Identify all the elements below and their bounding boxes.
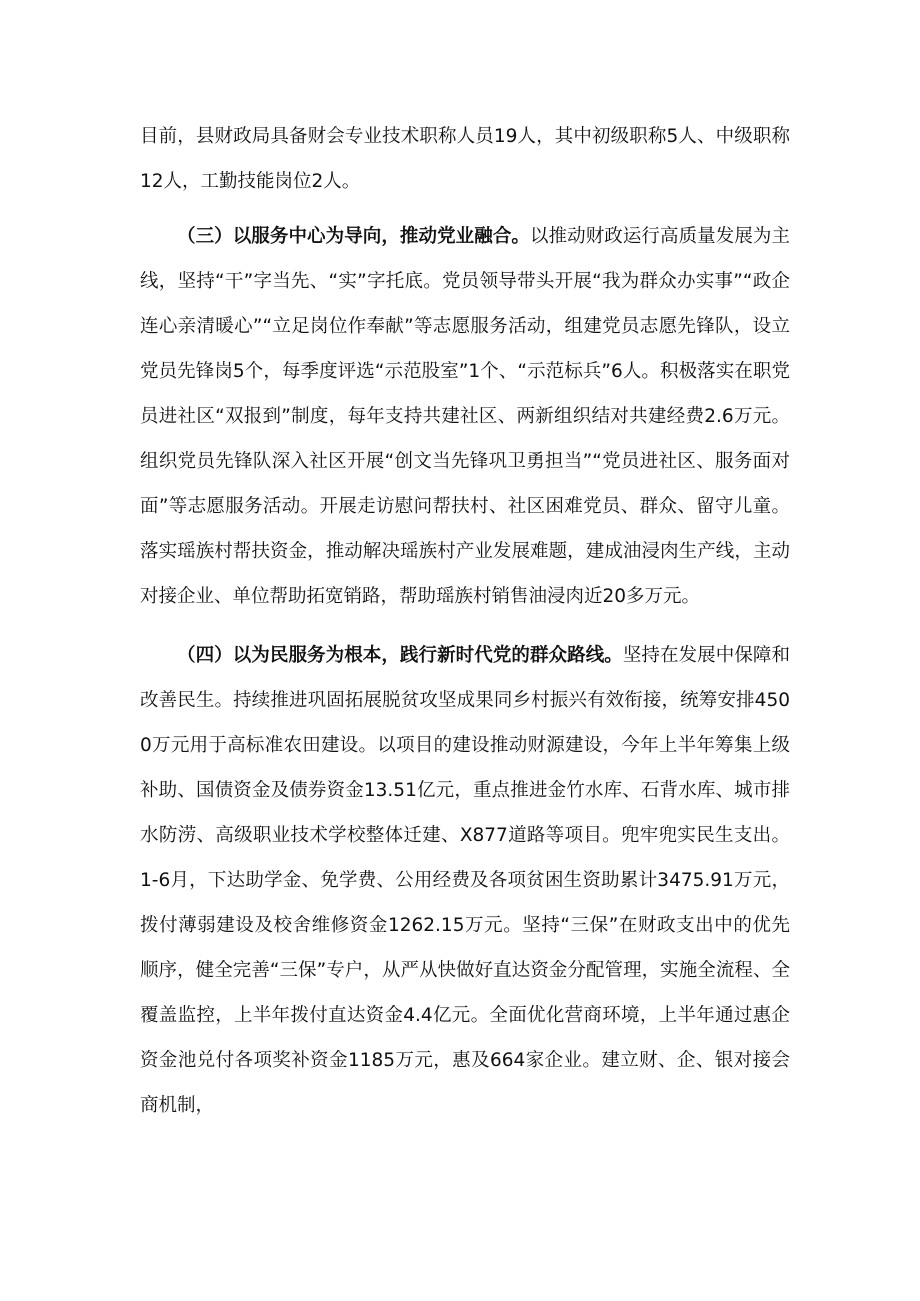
paragraph-staff-titles <box>140 114 790 204</box>
section-heading: （三）以服务中心为导向，推动党业融合。 <box>177 226 530 247</box>
document-body <box>140 114 790 1128</box>
paragraph-section-four <box>140 633 790 1128</box>
paragraph-text: 坚持在发展中保障和改善民生。持续推进巩固拓展脱贫攻坚成果同乡村振兴有效衔接，统筹安排4500万元用于高标准农田建设。以项目的建设推动财源建设，今年上半年筹集上级补助、国债资金及债券资金13.51亿元，重点推进金竹水库、石背水库、城市排水防涝、高级职业技术学校整体迁建、X877道路等项目。兜牢兜实民生支出。1-6月，下达助学金、免学费、公用经费及各项贫困生资助累计3475.91万元，拨付薄弱建设及校舍维修资金1262.15万元。坚持“三保”在财政支出中的优先顺序，健全完善“三保”专户，从严从快做好直达资金分配管理，实施全流程、全覆盖监控，上半年拨付直达资金4.4亿元。全面优化营商环境，上半年通过惠企资金池兑付各项奖补资金1185万元，惠及664家企业。建立财、企、银对接会商机制， <box>140 645 790 1116</box>
section-heading: （四）以为民服务为根本，践行新时代党的群众路线。 <box>177 645 623 666</box>
paragraph-section-three <box>140 214 790 619</box>
paragraph-text: 目前，县财政局具备财会专业技术职称人员19人，其中初级职称5人、中级职称12人，工勤技能岗位2人。 <box>140 126 790 192</box>
paragraph-text: 以推动财政运行高质量发展为主线，坚持“干”字当先、“实”字托底。党员领导带头开展“我为群众办实事”“政企连心亲清暖心”“立足岗位作奉献”等志愿服务活动，组建党员志愿先锋队，设立党员先锋岗5个，每季度评选“示范股室”1个、“示范标兵”6人。积极落实在职党员进社区“双报到”制度，每年支持共建社区、两新组织结对共建经费2.6万元。组织党员先锋队深入社区开展“创文当先锋巩卫勇担当”“党员进社区、服务面对面”等志愿服务活动。开展走访慰问帮扶村、社区困难党员、群众、留守儿童。落实瑶族村帮扶资金，推动解决瑶族村产业发展难题，建成油浸肉生产线，主动对接企业、单位帮助拓宽销路，帮助瑶族村销售油浸肉近20多万元。 <box>140 226 790 607</box>
